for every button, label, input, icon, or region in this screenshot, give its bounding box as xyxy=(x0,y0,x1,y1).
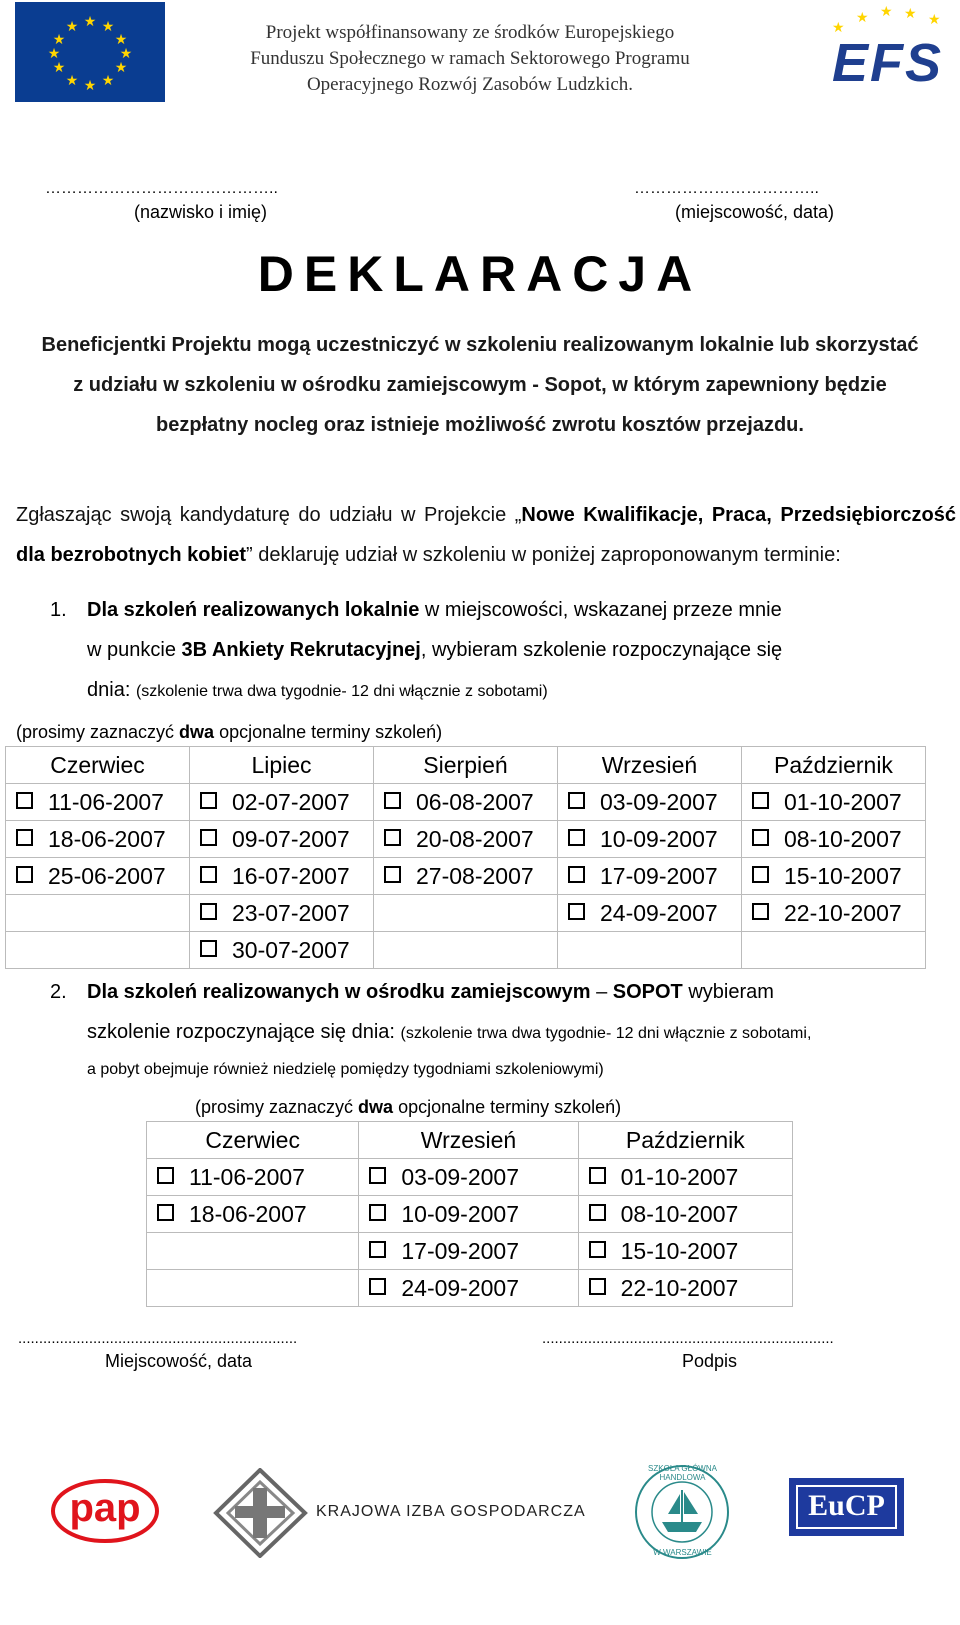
date-checkbox[interactable] xyxy=(589,1278,606,1295)
sopot-table-month-header: Czerwiec xyxy=(147,1122,359,1159)
date-checkbox[interactable] xyxy=(157,1204,174,1221)
date-checkbox[interactable] xyxy=(589,1167,606,1184)
date-option-cell[interactable] xyxy=(578,1196,792,1233)
section-1-number: 1. xyxy=(50,599,67,621)
svg-text:★: ★ xyxy=(52,60,66,76)
signature-dots: ...................................................................... xyxy=(542,1330,834,1347)
date-option-cell[interactable] xyxy=(190,858,374,895)
date-label: 18-06-2007 xyxy=(189,1200,307,1227)
kig-emblem xyxy=(213,1468,308,1558)
date-checkbox[interactable] xyxy=(384,866,401,883)
date-option-cell[interactable] xyxy=(190,932,374,969)
svg-text:★: ★ xyxy=(832,20,845,36)
date-option-cell[interactable] xyxy=(359,1159,578,1196)
local-table-month-header: Wrzesień xyxy=(558,747,742,784)
eucp-logo-text: EuCP xyxy=(808,1489,885,1522)
sopot-table-month-header: Wrzesień xyxy=(359,1122,578,1159)
intro-bold-paragraph: Beneficjentki Projektu mogą uczestniczyć w szkoleniu realizowanym lokalnie lub skorzystać z udziału w szkoleniu w ośrodku zamiejscowym - Sopot, w którym zapewniony będzie bezpłatny nocleg oraz istnieje możliwość zwrotu kosztów przejazdu. xyxy=(41,334,919,436)
date-label: 08-10-2007 xyxy=(620,1200,739,1227)
date-option-cell[interactable] xyxy=(742,821,926,858)
declaration-part-1: Zgłaszając swoją kandydaturę do udziału w Projekcie „ xyxy=(16,504,522,526)
kig-logo-text: KRAJOWA IZBA GOSPODARCZA xyxy=(316,1503,586,1520)
section-1-line-3: dnia: (szkolenie trwa dwa tygodnie- 12 dni włącznie z sobotami) xyxy=(87,679,548,701)
empty-cell xyxy=(374,932,558,969)
pap-logo-text: pap xyxy=(69,1486,141,1530)
local-table-month-header: Czerwiec xyxy=(6,747,190,784)
date-option-cell[interactable] xyxy=(359,1233,578,1270)
date-label: 17-09-2007 xyxy=(401,1237,520,1264)
date-label: 11-06-2007 xyxy=(48,788,164,815)
date-checkbox[interactable] xyxy=(200,903,217,920)
date-checkbox[interactable] xyxy=(200,940,217,957)
empty-cell xyxy=(147,1270,359,1307)
date-checkbox[interactable] xyxy=(568,903,585,920)
date-checkbox[interactable] xyxy=(589,1241,606,1258)
date-checkbox[interactable] xyxy=(200,866,217,883)
section-1-text xyxy=(87,590,947,712)
date-option-cell[interactable] xyxy=(147,1159,359,1196)
section-2-line-3: a pobyt obejmuje również niedzielę pomiędzy tygodniami szkoleniowymi) xyxy=(87,1061,604,1078)
date-label: 06-08-2007 xyxy=(416,788,534,815)
date-checkbox[interactable] xyxy=(752,829,769,846)
date-checkbox[interactable] xyxy=(568,792,585,809)
svg-text:★: ★ xyxy=(65,73,79,89)
header-line-1: Projekt współfinansowany ze środków Europejskiego xyxy=(265,22,675,43)
section-2-text xyxy=(87,972,947,1086)
date-label: 24-09-2007 xyxy=(600,899,718,926)
date-checkbox[interactable] xyxy=(200,829,217,846)
date-label: 16-07-2007 xyxy=(232,862,350,889)
date-option-cell[interactable] xyxy=(558,858,742,895)
signature-caption: Podpis xyxy=(682,1351,738,1371)
eucp-logo xyxy=(789,1478,904,1536)
svg-text:★: ★ xyxy=(856,10,869,26)
sgh-logo xyxy=(630,1462,735,1562)
efs-logo-text: EFS xyxy=(832,33,944,93)
date-label: 11-06-2007 xyxy=(189,1163,305,1190)
date-label: 15-10-2007 xyxy=(620,1237,739,1264)
section-2-choose-note: (prosimy zaznaczyć dwa opcjonalne terminy szkoleń) xyxy=(195,1097,622,1117)
date-option-cell[interactable] xyxy=(578,1270,792,1307)
eu-flag-logo xyxy=(15,2,165,102)
svg-text:★: ★ xyxy=(52,32,66,48)
place-dots-line: …………………………….. xyxy=(634,180,819,197)
date-label: 01-10-2007 xyxy=(784,788,902,815)
table-row xyxy=(147,1159,793,1196)
svg-text:★: ★ xyxy=(928,12,941,28)
table-row xyxy=(6,858,926,895)
empty-cell xyxy=(6,895,190,932)
declaration-paragraph xyxy=(16,495,956,575)
table-row xyxy=(6,821,926,858)
date-label: 22-10-2007 xyxy=(784,899,902,926)
local-training-dates-table xyxy=(5,746,926,969)
date-label: 18-06-2007 xyxy=(48,825,166,852)
date-checkbox[interactable] xyxy=(752,903,769,920)
svg-text:★: ★ xyxy=(904,6,917,22)
local-table-month-header: Październik xyxy=(742,747,926,784)
date-checkbox[interactable] xyxy=(16,829,33,846)
svg-text:★: ★ xyxy=(119,46,133,62)
section-2-line-1: Dla szkoleń realizowanych w ośrodku zamiejscowym – SOPOT wybieram xyxy=(87,981,774,1003)
section-1-choose-note: (prosimy zaznaczyć dwa opcjonalne terminy szkoleń) xyxy=(16,722,443,742)
section-2-line-2: szkolenie rozpoczynające się dnia: (szkolenie trwa dwa tygodnie- 12 dni włącznie z sobotami, xyxy=(87,1021,812,1043)
table-row xyxy=(6,932,926,969)
svg-text:★: ★ xyxy=(83,78,97,94)
date-label: 08-10-2007 xyxy=(784,825,902,852)
sopot-table-header-row xyxy=(147,1122,793,1159)
date-label: 03-09-2007 xyxy=(401,1163,520,1190)
date-label: 09-07-2007 xyxy=(232,825,350,852)
date-option-cell[interactable] xyxy=(742,784,926,821)
empty-cell xyxy=(374,895,558,932)
date-checkbox[interactable] xyxy=(752,866,769,883)
date-option-cell[interactable] xyxy=(6,821,190,858)
date-option-cell[interactable] xyxy=(359,1270,578,1307)
local-table-month-header: Sierpień xyxy=(374,747,558,784)
date-checkbox[interactable] xyxy=(568,829,585,846)
date-option-cell[interactable] xyxy=(190,784,374,821)
svg-text:★: ★ xyxy=(101,19,115,35)
date-label: 20-08-2007 xyxy=(416,825,534,852)
name-dots-line: …………………………………….. xyxy=(45,180,278,197)
svg-text:★: ★ xyxy=(114,32,128,48)
date-option-cell[interactable] xyxy=(359,1196,578,1233)
svg-text:★: ★ xyxy=(114,60,128,76)
date-option-cell[interactable] xyxy=(578,1233,792,1270)
svg-text:★: ★ xyxy=(83,14,97,30)
section-1-line-2: w punkcie 3B Ankiety Rekrutacyjnej, wybieram szkolenie rozpoczynające się xyxy=(87,639,783,661)
empty-cell xyxy=(742,932,926,969)
sopot-table-month-header: Październik xyxy=(578,1122,792,1159)
header-line-2: Funduszu Społecznego w ramach Sektorowego Programu xyxy=(250,48,690,69)
date-option-cell[interactable] xyxy=(558,784,742,821)
date-checkbox[interactable] xyxy=(16,866,33,883)
date-checkbox[interactable] xyxy=(157,1167,174,1184)
table-row xyxy=(147,1233,793,1270)
date-option-cell[interactable] xyxy=(742,895,926,932)
eu-stars-icon xyxy=(15,2,165,102)
empty-cell xyxy=(6,932,190,969)
svg-text:★: ★ xyxy=(101,73,115,89)
date-option-cell[interactable] xyxy=(190,895,374,932)
date-checkbox[interactable] xyxy=(589,1204,606,1221)
date-checkbox[interactable] xyxy=(384,829,401,846)
header-line-3: Operacyjnego Rozwój Zasobów Ludzkich. xyxy=(306,74,634,95)
date-option-cell[interactable] xyxy=(558,821,742,858)
section-1-line-1: Dla szkoleń realizowanych lokalnie w miejscowości, wskazanej przeze mnie xyxy=(87,599,782,621)
date-checkbox[interactable] xyxy=(568,866,585,883)
date-label: 23-07-2007 xyxy=(232,899,350,926)
date-option-cell[interactable] xyxy=(742,858,926,895)
date-label: 10-09-2007 xyxy=(600,825,718,852)
date-label: 30-07-2007 xyxy=(232,936,350,963)
place-date-signature-dots: ................................................................... xyxy=(18,1330,298,1347)
table-row xyxy=(147,1196,793,1233)
table-row xyxy=(147,1270,793,1307)
date-label: 10-09-2007 xyxy=(401,1200,520,1227)
page-title: DEKLARACJA xyxy=(257,246,703,302)
sgh-logo-text: SZKOŁA GŁÓWNA HANDLOWA xyxy=(648,1464,717,1482)
date-option-cell[interactable] xyxy=(578,1159,792,1196)
local-table-header-row xyxy=(6,747,926,784)
date-option-cell[interactable] xyxy=(374,858,558,895)
date-checkbox[interactable] xyxy=(752,792,769,809)
date-option-cell[interactable] xyxy=(374,821,558,858)
sopot-training-dates-table xyxy=(146,1121,793,1307)
date-label: 15-10-2007 xyxy=(784,862,902,889)
declaration-part-2: ” deklaruję udział w szkoleniu w poniżej zaproponowanym terminie: xyxy=(246,544,841,566)
sgh-logo-subtext: W WARSZAWIE xyxy=(653,1548,712,1557)
date-option-cell[interactable] xyxy=(6,858,190,895)
local-table-month-header: Lipiec xyxy=(190,747,374,784)
place-date-caption: (miejscowość, data) xyxy=(675,202,835,222)
date-option-cell[interactable] xyxy=(558,895,742,932)
efs-logo xyxy=(832,2,960,102)
date-checkbox[interactable] xyxy=(369,1167,386,1184)
date-checkbox[interactable] xyxy=(369,1241,386,1258)
date-label: 27-08-2007 xyxy=(416,862,534,889)
date-label: 03-09-2007 xyxy=(600,788,718,815)
svg-text:★: ★ xyxy=(880,4,893,20)
name-caption: (nazwisko i imię) xyxy=(134,202,268,222)
date-checkbox[interactable] xyxy=(200,792,217,809)
date-label: 24-09-2007 xyxy=(401,1274,520,1301)
table-row xyxy=(6,895,926,932)
date-label: 17-09-2007 xyxy=(600,862,718,889)
date-label: 25-06-2007 xyxy=(48,862,166,889)
date-option-cell[interactable] xyxy=(6,784,190,821)
table-row xyxy=(6,784,926,821)
svg-text:★: ★ xyxy=(47,46,61,62)
empty-cell xyxy=(147,1233,359,1270)
svg-text:★: ★ xyxy=(65,19,79,35)
section-2-number: 2. xyxy=(50,981,67,1003)
date-checkbox[interactable] xyxy=(369,1278,386,1295)
date-option-cell[interactable] xyxy=(147,1196,359,1233)
place-date-signature-caption: Miejscowość, data xyxy=(105,1351,253,1371)
empty-cell xyxy=(558,932,742,969)
kig-emblem-icon xyxy=(213,1468,308,1558)
project-name: Nowe Kwalifikacje, Praca, Przedsiębiorczość dla bezrobotnych kobiet xyxy=(16,504,957,566)
date-label: 22-10-2007 xyxy=(620,1274,739,1301)
date-checkbox[interactable] xyxy=(16,792,33,809)
project-funding-header xyxy=(200,20,740,98)
date-option-cell[interactable] xyxy=(374,784,558,821)
date-option-cell[interactable] xyxy=(190,821,374,858)
pap-logo xyxy=(50,1478,160,1544)
date-checkbox[interactable] xyxy=(369,1204,386,1221)
date-label: 01-10-2007 xyxy=(620,1163,739,1190)
date-checkbox[interactable] xyxy=(384,792,401,809)
date-label: 02-07-2007 xyxy=(232,788,350,815)
